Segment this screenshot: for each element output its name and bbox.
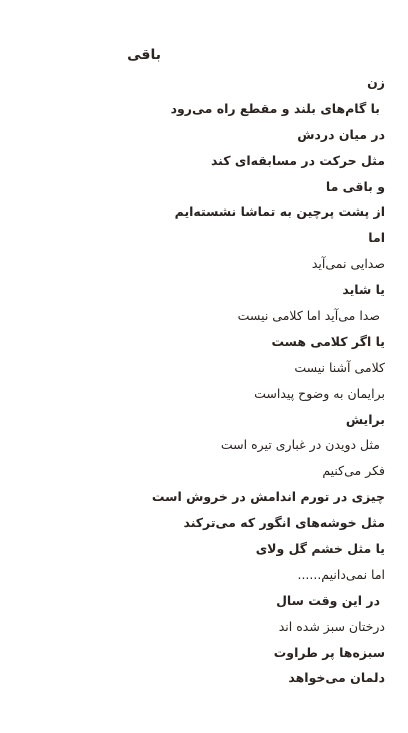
poem-line: برایش	[345, 411, 385, 427]
poem-line: یا مثل خشم گل ولای	[255, 541, 385, 557]
poem-line: و باقی ما	[325, 178, 385, 194]
poem-line: یا شاید	[342, 282, 385, 298]
poem-line: زن	[367, 75, 385, 90]
poem-line: در این وقت سال	[276, 592, 380, 608]
poem-line: مثل خوشه‌های انگور که می‌ترکند	[183, 515, 385, 531]
poem-line: دلمان می‌خواهد	[288, 670, 385, 686]
poem-line: مثل حرکت در مسابقه‌ای کند	[210, 152, 385, 168]
poem-line: کلامی آشنا نیست	[294, 359, 385, 375]
poem-title: باقی	[127, 47, 161, 63]
poem-line: برایمان به وضوح پیداست	[254, 385, 385, 401]
poem-line: یا اگر کلامی هست	[271, 333, 385, 349]
poem-line: از پشت پرچین به تماشا نشسته‌ایم	[174, 204, 385, 220]
poem-line: در میان دردش	[297, 126, 385, 142]
poem-line: اما	[368, 230, 385, 246]
poem-line: سبزه‌ها پر طراوت	[273, 644, 385, 660]
poem-body	[5, 70, 385, 691]
poem-line: فکر می‌کنیم	[322, 463, 385, 479]
poem-line: مثل دویدن در غباری تیره است	[220, 437, 380, 453]
poem-line: با گام‌های بلند و مقطع راه می‌رود	[170, 100, 380, 116]
poem-line: درختان سبز شده اند	[278, 618, 385, 634]
poem-line: صدا می‌آید اما کلامی نیست	[237, 308, 380, 324]
poem-line: صدایی نمی‌آید	[311, 256, 385, 272]
poem-line: چیزی در تورم اندامش در خروش است	[151, 489, 385, 505]
poem-line: اما نمی‌دانیم......	[297, 566, 385, 582]
